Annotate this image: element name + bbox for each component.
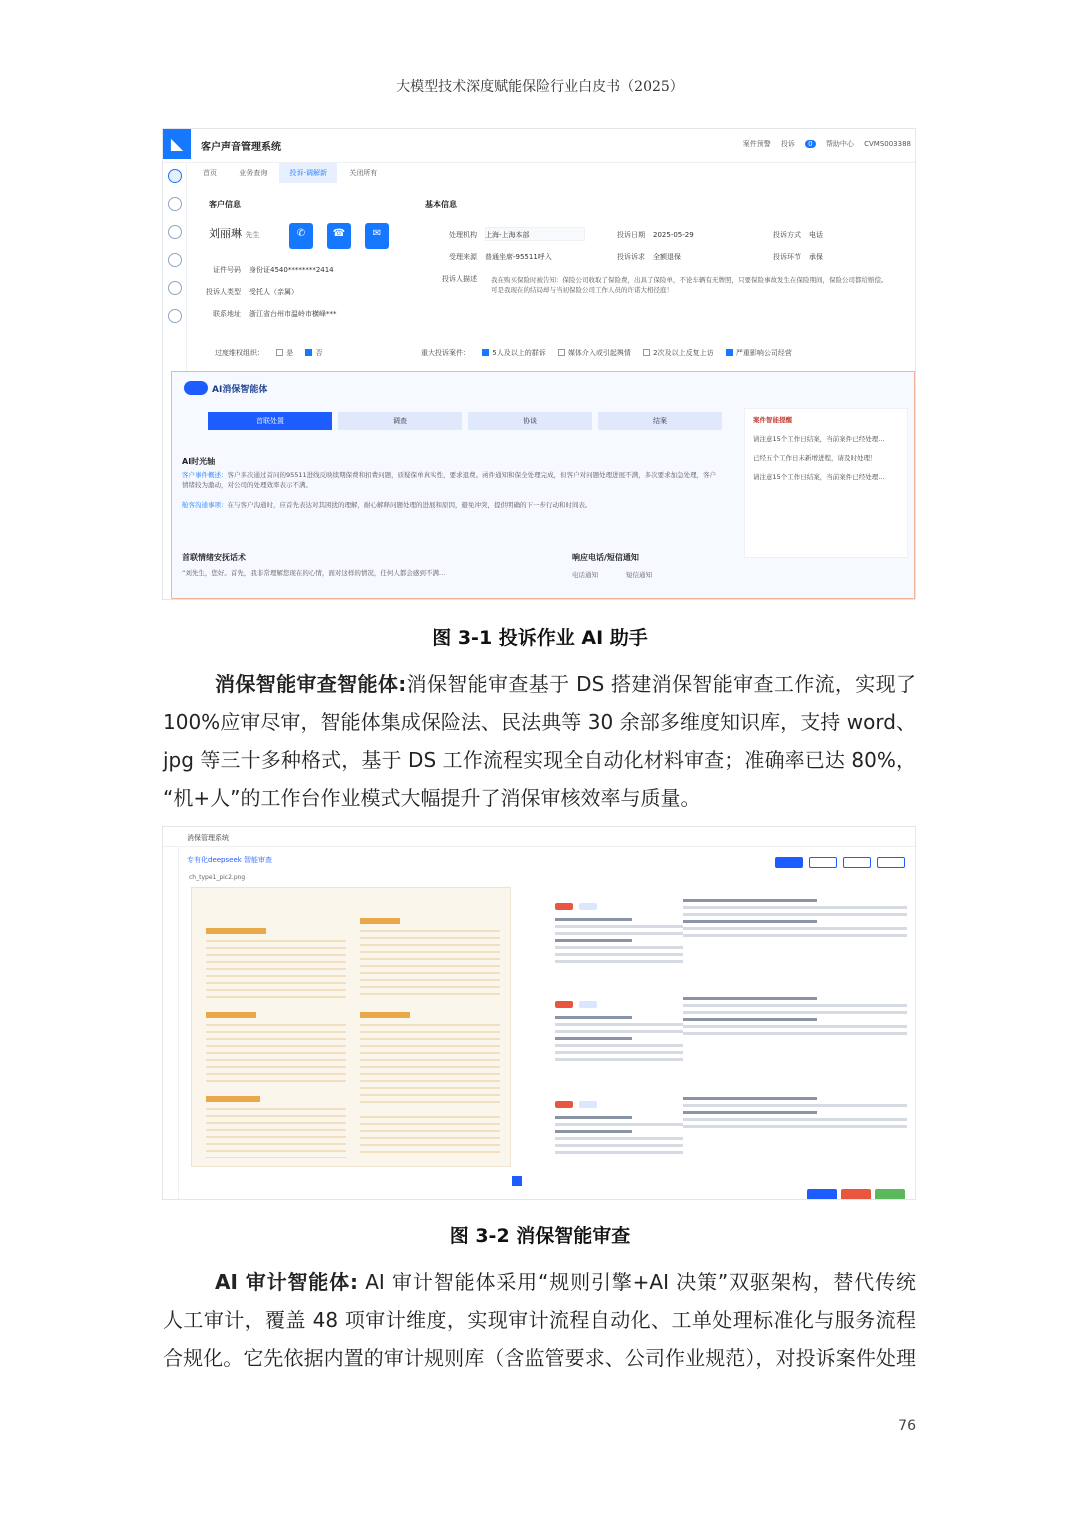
step-negotiation[interactable]: 协谈 <box>468 412 592 430</box>
reminder-item: 请注意15个工作日结案，当前案件已经处理… <box>753 435 885 443</box>
ai-consumer-protection-panel <box>171 371 915 599</box>
figure-smart-review <box>162 826 916 1200</box>
major-flag-checkbox-3[interactable] <box>643 349 650 356</box>
toolbar-buttons <box>769 853 905 872</box>
figure2-caption: 图 3-2 消保智能审查 <box>449 1225 631 1247</box>
suggestions-panel <box>683 875 907 1175</box>
field-id-number: 证件号码 身份证4540********2414 <box>213 266 334 274</box>
complaint-description: 我在购买保险时被告知：保险公司收取了保险费，出具了保险单，不论车辆有无牌照，只要保险事故发生在保险期间，保险公司都给赔偿。可是我现在的结局却与当初保险公司工作人员的许诺大相径庭！ <box>491 276 888 294</box>
file-name: ch_type1_pic2.png <box>189 874 246 881</box>
action-button[interactable] <box>875 1189 905 1200</box>
para1-line-3: jpg 等三十多种格式，基于 DS 工作流程实现全自动化材料审查；准确率已达 80%， <box>163 748 916 772</box>
process-steps <box>208 408 728 426</box>
paragraph-audit-agent <box>163 1263 916 1377</box>
para1-line-4: “机+人”的工作台作业模式大幅提升了消保审核效率与质量。 <box>163 786 701 810</box>
field-source: 受理来源 普通坐席-95511呼入 <box>449 253 552 261</box>
topbar-right <box>735 139 911 149</box>
action-button[interactable] <box>841 1189 871 1200</box>
suggestion-card <box>683 993 907 1039</box>
step-investigation[interactable]: 调查 <box>338 412 462 430</box>
para1-line-2: 100%应审尽审，智能体集成保险法、民法典等 30 余部多维度知识库，支持 word、 <box>163 710 916 734</box>
sidebar <box>163 847 179 1200</box>
app-title: 客户声音管理系统 <box>201 142 281 153</box>
case-warning-link[interactable]: 案件预警 <box>742 140 771 148</box>
field-org: 处理机构 上海-上海本部 <box>449 231 530 239</box>
field-date: 投诉日期 2025-05-29 <box>617 231 694 239</box>
major-flag-checkbox-1[interactable] <box>482 349 489 356</box>
field-method: 投诉方式 电话 <box>773 231 823 239</box>
suggestion-card <box>683 1093 907 1132</box>
call-landline-button[interactable]: ☎ <box>327 223 351 249</box>
communication-advice: 舱客沟通事项：在与客户沟通时，应首先表达对其困扰的理解，耐心解释问题处理的进展和原因，避免冲突，提供明确的下一步行动和时间表。 <box>182 501 592 509</box>
action-button[interactable] <box>807 1189 837 1200</box>
para2-line-3: 合规化。它先依据内置的审计规则库（含监管要求、公司作业规范），对投诉案件处理 <box>163 1346 916 1370</box>
app-logo-icon: ◣ <box>163 129 191 159</box>
toolbar-button[interactable] <box>809 857 837 868</box>
tab-home[interactable]: 首页 <box>203 169 217 177</box>
reminder-item: 已经五个工作日未新增进程，请及时处理！ <box>753 454 877 462</box>
ai-panel-title: AI消保智能体 <box>212 385 268 395</box>
page-subtitle: 专有化deepseek 智能审查 <box>187 856 273 864</box>
para2-line-2: 人工审计，覆盖 48 项审计维度，实现审计流程自动化、工单处理标准化与服务流程 <box>163 1308 916 1332</box>
issue-card[interactable] <box>555 1093 683 1158</box>
figure1-caption: 图 3-1 投诉作业 AI 助手 <box>432 627 648 649</box>
sidebar-search-icon[interactable] <box>168 225 182 239</box>
major-case-flags: 重大投诉案件： 5人及以上的群诉 媒体介入或引起舆情 2次及以上反复上访 严重影响公司经营 <box>421 349 792 357</box>
field-stage: 投诉环节 承保 <box>773 253 823 261</box>
field-demand: 投诉诉求 全额退保 <box>617 253 681 261</box>
timeline-title: AI时光轴 <box>182 457 216 466</box>
phone-notify-button[interactable]: 电话通知 <box>572 571 598 579</box>
tab-business-query[interactable]: 业务查询 <box>239 169 268 177</box>
sidebar-business-icon[interactable] <box>168 197 182 211</box>
over-auth-no-radio[interactable] <box>305 349 312 356</box>
reminders-title: 案件智能提醒 <box>753 416 792 424</box>
notify-title: 响应电话/短信通知 <box>572 553 639 562</box>
complaint-link[interactable]: 投诉 <box>780 140 795 148</box>
customer-section-title: 客户信息 <box>209 200 241 209</box>
user-menu[interactable]: CVMS003388 <box>864 140 911 148</box>
call-mobile-button[interactable]: ✆ <box>289 223 313 249</box>
running-header: 大模型技术深度赋能保险行业白皮书（2025） <box>396 79 684 95</box>
page-number: 76 <box>898 1418 916 1434</box>
event-summary: 客户事件概述：客户多次通过首问的95511进线反映续期保费和扣费问题，质疑保单真实性，要求退费。函件通知和保全处理完成，但客户对问题处理进展不满，多次要求加急处理，客户情绪较为激动，对公司的处理效率表示不满。 <box>182 471 717 489</box>
figure-complaint-ai-assistant <box>162 128 916 600</box>
document-preview <box>191 887 511 1167</box>
script-text: “刘先生，您好。首先，我非常理解您现在的心情，面对这样的情况，任何人都会感到不满… <box>182 569 446 577</box>
reminder-item: 请注意15个工作日结案，当前案件已经处理… <box>753 473 885 481</box>
step-close[interactable]: 结案 <box>598 412 722 430</box>
over-auth-flags: 过度维权组织： 是 否 <box>215 349 323 357</box>
page-button[interactable] <box>512 1176 522 1186</box>
help-center-link[interactable]: 帮助中心 <box>825 140 854 148</box>
pager <box>509 1171 549 1181</box>
basic-section-title: 基本信息 <box>425 200 457 209</box>
over-auth-yes-radio[interactable] <box>276 349 283 356</box>
case-reminders-panel <box>744 408 908 558</box>
tab-close-all[interactable]: 关闭所有 <box>349 169 378 177</box>
major-flag-checkbox-2[interactable] <box>558 349 565 356</box>
ai-bot-icon <box>184 381 208 395</box>
step-first-contact[interactable]: 首联处置 <box>208 412 332 430</box>
customer-name: 刘丽琳 先生 <box>209 227 260 240</box>
major-flag-checkbox-4[interactable] <box>726 349 733 356</box>
issues-list <box>555 875 683 1175</box>
complaint-count-badge: 0 <box>805 140 815 148</box>
issue-card[interactable] <box>555 895 683 967</box>
toolbar-button[interactable] <box>843 857 871 868</box>
script-title: 首联情绪安抚话术 <box>182 553 246 562</box>
field-complainant-type: 投诉人类型 受托人（亲属） <box>206 288 298 296</box>
app-topbar <box>163 827 916 847</box>
action-buttons <box>803 1185 905 1200</box>
call-email-button[interactable]: ✉ <box>365 223 389 249</box>
toolbar-button[interactable] <box>877 857 905 868</box>
issue-card[interactable] <box>555 993 683 1065</box>
field-desc-label: 投诉人描述 <box>442 275 477 283</box>
suggestion-card <box>683 895 907 941</box>
sidebar-complaint-icon[interactable] <box>168 169 182 183</box>
app-title: 消保管理系统 <box>187 834 229 842</box>
sms-notify-button[interactable]: 短信通知 <box>626 571 652 579</box>
field-address: 联系地址 浙江省台州市温岭市横峰*** <box>213 310 337 318</box>
tab-bar <box>193 163 387 183</box>
tab-complaint-mediation[interactable]: 投诉-调解新 <box>279 163 337 183</box>
toolbar-button[interactable] <box>775 857 803 868</box>
para2-line-1: AI 审计智能体: AI 审计智能体采用“规则引擎+AI 决策”双驱架构，替代传统 <box>215 1270 916 1294</box>
app-topbar <box>163 129 916 163</box>
paragraph-review-agent <box>163 665 916 817</box>
para1-line-1: 消保智能审查智能体:消保智能审查基于 DS 搭建消保智能审查工作流，实现了 <box>215 672 917 696</box>
